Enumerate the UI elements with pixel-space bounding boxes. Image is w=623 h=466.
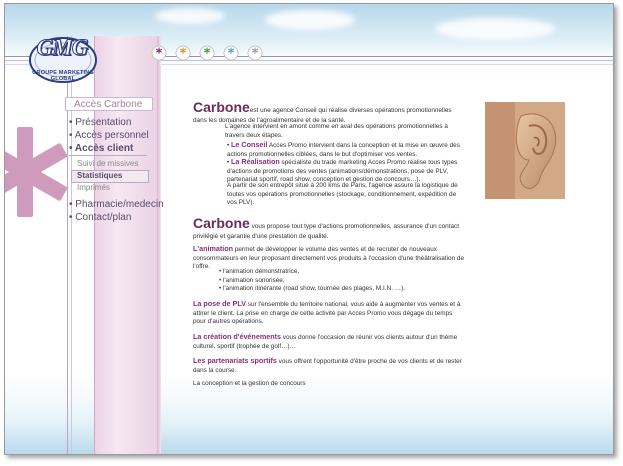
cloud (155, 8, 225, 24)
nav-section-title: Accès Carbone (65, 97, 153, 111)
animation-list (219, 268, 465, 294)
plv-title: La pose de PLV (193, 299, 246, 308)
nav-item-label: Accès personnel (74, 130, 149, 141)
list-item: • l'animation sonorisée, (219, 276, 285, 284)
subnav-statistiques[interactable]: Statistiques (77, 171, 123, 180)
section1-p1: L'agence intervient en amont comme en aval des opérations promotionnelles à travers deux étapes. (225, 123, 448, 139)
intro-text: est une agence Conseil qui réalise diverses opérations promotionnelles dans les domaines de l'agroalimentaire et de la santé. (193, 107, 452, 124)
nav-item-acces-client[interactable] (69, 143, 133, 154)
section2-intro (193, 214, 465, 241)
bullet: • (69, 143, 75, 154)
green-star-icon (200, 46, 214, 61)
cloud (265, 10, 355, 30)
subnav-suivi-missives[interactable]: Suivi de missives (77, 159, 139, 168)
section1-p2: A partir de son entrepôt situé à 200 kms de Paris, l'agence assure la logistique de toutes vos opérations promotionnelles (stockage, conditionnement, expédition de vos PLV). (227, 182, 458, 207)
nav-item-label: Accès client (74, 143, 134, 154)
sport-title: Les partenariats sportifs (193, 356, 277, 365)
nav-item-acces-personnel[interactable] (69, 130, 149, 141)
plv-text: sur l'ensemble du territoire national, vous aide à augmenter vos ventes et à attirer le client. La prise en charge de cette activité par Acces Promo vous dégage du temps pour d'autres opérations. (193, 301, 461, 326)
subnav-divider (69, 155, 147, 156)
subnav-imprimes[interactable]: Imprimés (77, 183, 110, 192)
event-title: La création d'événements (193, 332, 281, 341)
svg-text:*: * (155, 46, 163, 61)
grey-star-icon (248, 46, 262, 61)
bullet: • (69, 130, 75, 141)
orange-star-icon (176, 46, 190, 61)
animation-title: L'animation (193, 244, 234, 253)
realisation-title: La Réalisation (231, 157, 280, 166)
nav-item-label: Présentation (75, 117, 132, 128)
plv-block (193, 299, 465, 327)
bullet: • (69, 117, 76, 128)
svg-text:*: * (203, 46, 211, 61)
brand-name: Carbone (193, 215, 250, 231)
intro-text: vous propose tout type d'actions promotionnelles, assurance d'un contact privilégié et garantie d'une prestation de qualité. (193, 223, 459, 240)
page-frame (4, 3, 614, 455)
section1-intro (193, 98, 465, 125)
nav-item-label: Pharmacie/medecin (75, 199, 164, 210)
bullet-conseil: • Le Conseil Acces Promo intervient dans la conception et la mise en œuvre des actions promotionnelles ciblées, dans le but d'optimiser vos ventes. (227, 140, 460, 158)
list-item: • l'animation itinérante (road show, tournée des plages, M.I.N. …). (219, 285, 406, 293)
logo-tagline: GROUPE MARKETING GLOBAL (32, 70, 94, 82)
conseil-title: Le Conseil (231, 140, 268, 149)
nav-pillar-edge (157, 36, 161, 455)
logo-mark[interactable]: GMG (36, 35, 88, 60)
sport-text: vous offrent l'opportunité d'être proche de vos clients et de rester dans la course. (193, 358, 462, 374)
nav-item-pharmacie[interactable] (69, 199, 164, 210)
nav-item-label: Contact/plan (75, 212, 132, 223)
purple-star-icon (152, 46, 166, 61)
blue-star-icon (224, 46, 238, 61)
header-stars (151, 45, 273, 63)
nav-item-presentation[interactable] (69, 117, 131, 128)
bullet: • (69, 212, 76, 223)
conseil-text: Acces Promo intervient dans la conception et la mise en œuvre des actions promotionnelles ciblées, dans le but d'optimiser vos ventes. (227, 142, 460, 158)
bullet: • (69, 199, 76, 210)
list-item: • l'animation démonstratrice, (219, 268, 300, 275)
cloud (435, 18, 555, 40)
nav-item-contact[interactable] (69, 212, 131, 223)
asterisk-decoration-icon (4, 122, 67, 222)
contest-text: La conception et la gestion de concours (193, 380, 306, 387)
realisation-text: spécialiste du trade marketing Acces Promo réalise tous types d'actions de promotions des ventes (animations/démonstrations, pose de PLV, partenariat sportif, road show, conception et gestion de concours…). (227, 159, 458, 184)
bullet-realisation: • La Réalisation spécialiste du trade marketing Acces Promo réalise tous types d'actions de promotions des ventes (animations/démonstrations, pose de PLV, partenariat sportif, road show, conception et gestion de concours…). (227, 157, 458, 184)
svg-text:*: * (179, 46, 187, 61)
svg-text:*: * (251, 46, 259, 61)
event-block (193, 332, 465, 351)
ear-photo-icon (485, 102, 565, 199)
animation-text: permet de développer le volume des ventes et de recruter de nouveaux consommateurs en leur proposant directement vos produits à l'occasion d'une théâtralisation de l'offre. (193, 246, 464, 271)
svg-text:*: * (227, 46, 235, 61)
brand-name: Carbone (193, 99, 250, 115)
event-text: vous donne l'occasion de réunir vos clients autour d'un thème culturel, sportif (trophée de golf…)… (193, 334, 458, 350)
sport-block (193, 356, 465, 375)
